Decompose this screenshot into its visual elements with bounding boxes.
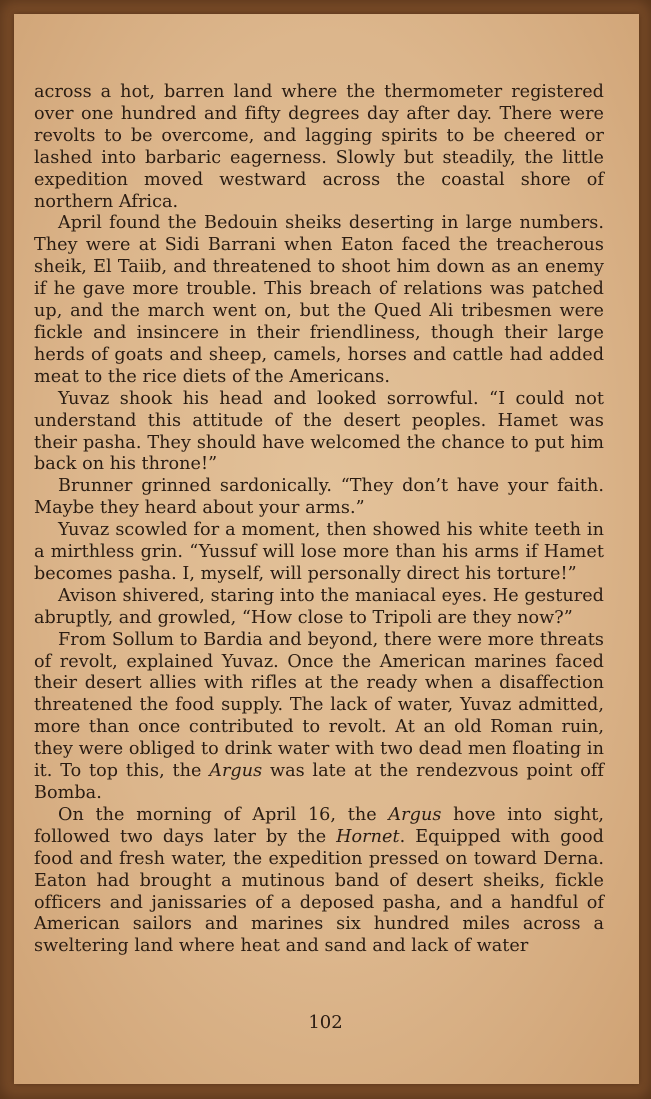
paragraph-8 <box>34 805 604 958</box>
text-run: Yuvaz scowled for a moment, then showed his white teeth in a mirthless grin. “Yussuf will lose more than his arms if Hamet becomes pasha. I, myself, will personally direct his torture!” <box>34 520 604 584</box>
text-run: From Sollum to Bardia and beyond, there were more threats of revolt, explained Yuvaz. Once the American marines faced their desert allies with rifles at the ready when a disaffection threatened the food supply. The lack of water, Yuvaz admitted, more than once contributed to revolt. At an old Roman ruin, they were obliged to drink water with two dead men floating in it. To top this, the <box>34 629 604 782</box>
page-number: 102 <box>308 1012 343 1033</box>
text-run: April found the Bedouin sheiks deserting in large numbers. They were at Sidi Barrani when Eaton faced the treacherous sheik, El Taiib, and threatened to shoot him down as an enemy if he gave more trouble. This breach of relations was patched up, and the march went on, but the Qued Ali tribesmen were fickle and insincere in their friendliness, though their large herds of goats and sheep, camels, horses and cattle had added meat to the rice diets of the Americans. <box>34 213 604 387</box>
text-run: was late at the rendezvous point off Bomba. <box>34 761 604 803</box>
text-run: On the morning of April 16, the <box>58 804 389 825</box>
paragraph-3 <box>34 389 604 477</box>
text-run: . Equipped with good food and fresh water, the expedition pressed on toward Derna. Eaton had brought a mutinous band of desert sheiks, fickle officers and janissaries of a deposed pasha, and a handful of American sailors and marines six hundred miles across a sweltering land where heat and sand and lack of water <box>34 826 604 957</box>
text-run: Avison shivered, staring into the maniacal eyes. He gestured abruptly, and growled, “How close to Tripoli are they now?” <box>34 585 604 628</box>
paragraph-5 <box>34 520 604 586</box>
text-run: across a hot, barren land where the thermometer registered over one hundred and fifty degrees day after day. There were revolts to be overcome, and lagging spirits to be cheered or lashed into barbaric eagerness. Slowly but steadily, the little expedition moved westward across the coastal shore of northern Africa. <box>34 82 604 212</box>
ship-name-argus: Argus <box>209 761 263 782</box>
text-run: Brunner grinned sardonically. “They don’t have your faith. Maybe they heard about your arms.” <box>34 476 604 519</box>
ship-name-hornet: Hornet <box>336 826 400 847</box>
paragraph-2 <box>34 213 604 388</box>
ship-name-argus: Argus <box>388 804 442 825</box>
body-text <box>34 82 604 958</box>
paragraph-7 <box>34 630 604 805</box>
paragraph-1 <box>34 82 604 213</box>
text-run: Yuvaz shook his head and looked sorrowful. “I could not understand this attitude of the desert peoples. Hamet was their pasha. They should have welcomed the chance to put him back on his throne!” <box>34 388 604 475</box>
paragraph-4 <box>34 476 604 520</box>
paragraph-6 <box>34 586 604 630</box>
text-run: hove into sight, followed two days later by the <box>34 804 604 847</box>
